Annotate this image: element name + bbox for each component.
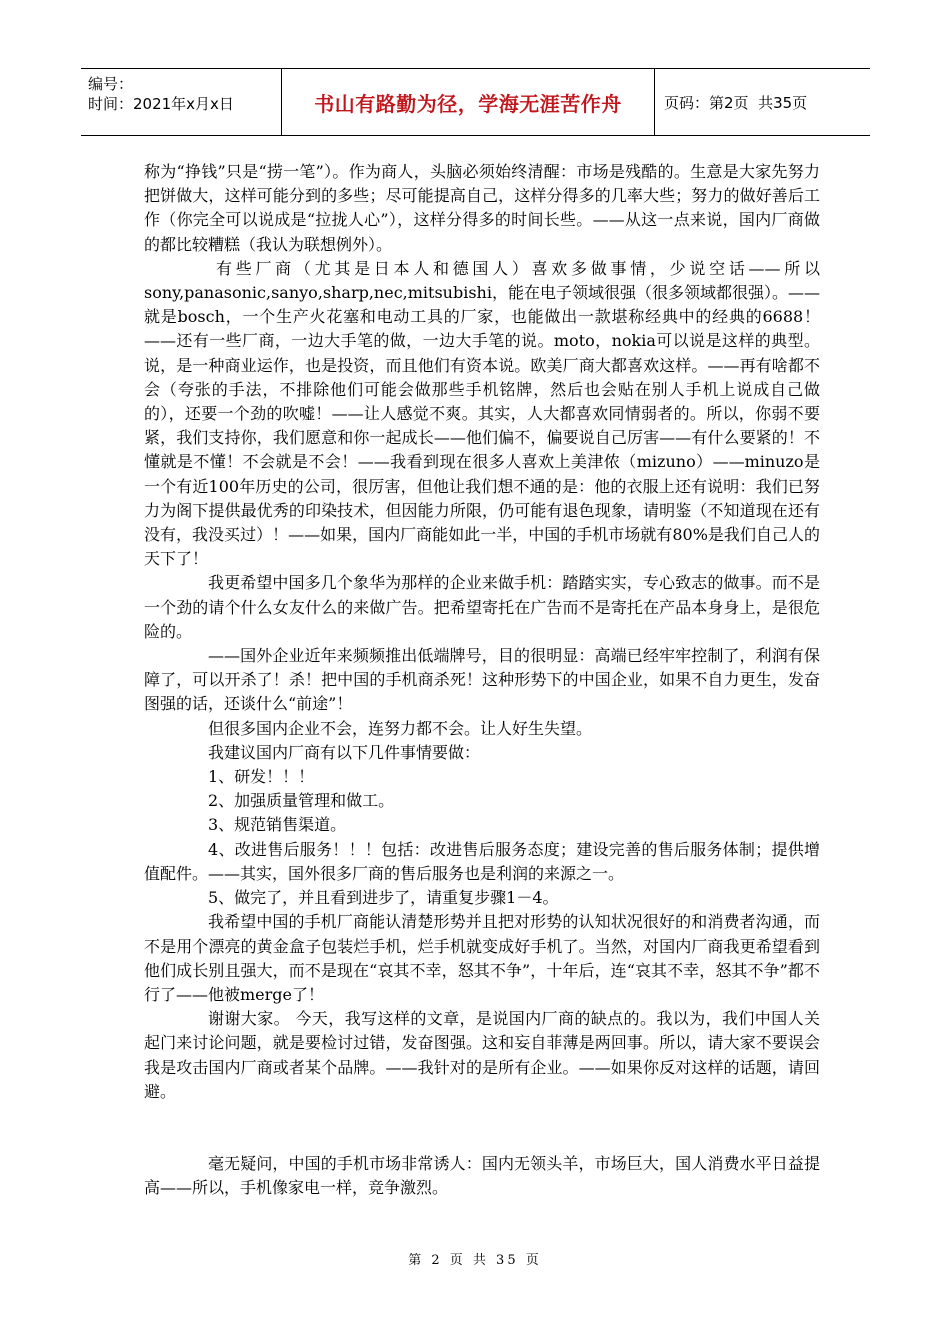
paragraph: 称为“挣钱”只是“捞一笔”）。作为商人，头脑必须始终清醒：市场是残酷的。生意是大家先努力把饼做大，这样可能分到的多些；尽可能提高自己，这样分得多的几率大些；努力的做好善后工作（你完全可以说成是“拉拢人心”），这样分得多的时间长些。——从这一点来说，国内厂商做的都比较糟糕（我认为联想例外）。 (144, 162, 820, 254)
time-label: 时间：2021年x月x日 (88, 95, 234, 113)
header-meta (81, 69, 282, 135)
document-header (81, 68, 870, 136)
code-label: 编号： (88, 75, 134, 93)
paragraph: 毫无疑问，中国的手机市场非常诱人：国内无领头羊，市场巨大，国人消费水平日益提高——所以，手机像家电一样，竞争激烈。 (144, 1153, 820, 1198)
paragraph: 我更希望中国多几个象华为那样的企业来做手机：踏踏实实，专心致志的做事。而不是一个劲的请个什么女友什么的来做广告。把希望寄托在广告而不是寄托在产品本身身上，是很危险的。 (144, 573, 820, 641)
list-item: 2、加强质量管理和做工。 (208, 791, 395, 811)
paragraph-spacer (144, 1104, 820, 1152)
paragraph: ——国外企业近年来频频推出低端牌号，目的很明显：高端已经牢牢控制了，利润有保障了，可以开杀了！杀！把中国的手机商杀死！这种形势下的中国企业，如果不自力更生，发奋图强的话，还谈什么“前途”！ (144, 646, 820, 714)
paragraph: 有些厂商（尤其是日本人和德国人）喜欢多做事情，少说空话——所以sony,panasonic,sanyo,sharp,nec,mitsubishi，能在电子领域很强（很多领域都很强）。——就是bosch，一个生产火花塞和电动工具的厂家，也能做出一款堪称经典中的经典的6688！——还有一些厂商，一边大手笔的做，一边大手笔的说。moto，nokia可以说是这样的典型。说，是一种商业运作，也是投资，而且他们有资本说。欧美厂商大都喜欢这样。——再有啥都不会（夸张的手法，不排除他们可能会做那些手机铭牌，然后也会贴在别人手机上说成自己做的），还要一个劲的吹嘘！——让人感觉不爽。其实，人大都喜欢同情弱者的。所以，你弱不要紧，我们支持你，我们愿意和你一起成长——他们偏不，偏要说自己厉害——有什么要紧的！不懂就是不懂！不会就是不会！——我看到现在很多人喜欢上美津侬（mizuno）——minuzo是一个有近100年历史的公司，很厉害，但他让我们想不通的是：他的衣服上还有说明：我们已努力为阁下提供最优秀的印染技术，但因能力所限，仍可能有退色现象，请明鉴（不知道现在还有没有，我没买过）！——如果，国内厂商能如此一半，中国的手机市场就有80%是我们自己人的天下了！ (144, 258, 820, 569)
page-info-text: 页码：第2页 共35页 (664, 93, 808, 112)
paragraph: 我希望中国的手机厂商能认清楚形势并且把对形势的认知状况很好的和消费者沟通，而不是用个漂亮的黄金盒子包装烂手机，烂手机就变成好手机了。当然，对国内厂商我更希望看到他们成长别且强大，而不是现在“哀其不幸，怒其不争”，十年后，连“哀其不幸，怒其不争”都不行了——他被merge了！ (144, 912, 820, 1004)
document-body (144, 160, 820, 1200)
list-item: 3、规范销售渠道。 (208, 815, 347, 835)
header-motto: 书山有路勤为径，学海无涯苦作舟 (282, 69, 655, 135)
page-footer: 第 2 页 共 35 页 (408, 1253, 542, 1268)
list-item: 4、改进售后服务！！！包括：改进售后服务态度；建设完善的售后服务体制；提供增值配件。——其实，国外很多厂商的售后服务也是利润的来源之一。 (144, 839, 820, 883)
paragraph: 谢谢大家。 今天，我写这样的文章，是说国内厂商的缺点的。我以为，我们中国人关起门来讨论问题，就是要检讨过错，发奋图强。这和妄自菲薄是两回事。所以，请大家不要误会我是攻击国内厂商或者某个品牌。——我针对的是所有企业。——如果你反对这样的话题，请回避。 (144, 1009, 820, 1101)
list-item: 5、做完了，并且看到进步了，请重复步骤1－4。 (208, 888, 559, 908)
header-page-info (655, 69, 870, 135)
paragraph: 但很多国内企业不会，连努力都不会。让人好生失望。 (208, 718, 593, 738)
list-item: 1、研发！！！ (208, 767, 315, 787)
paragraph: 我建议国内厂商有以下几件事情要做： (208, 742, 481, 762)
